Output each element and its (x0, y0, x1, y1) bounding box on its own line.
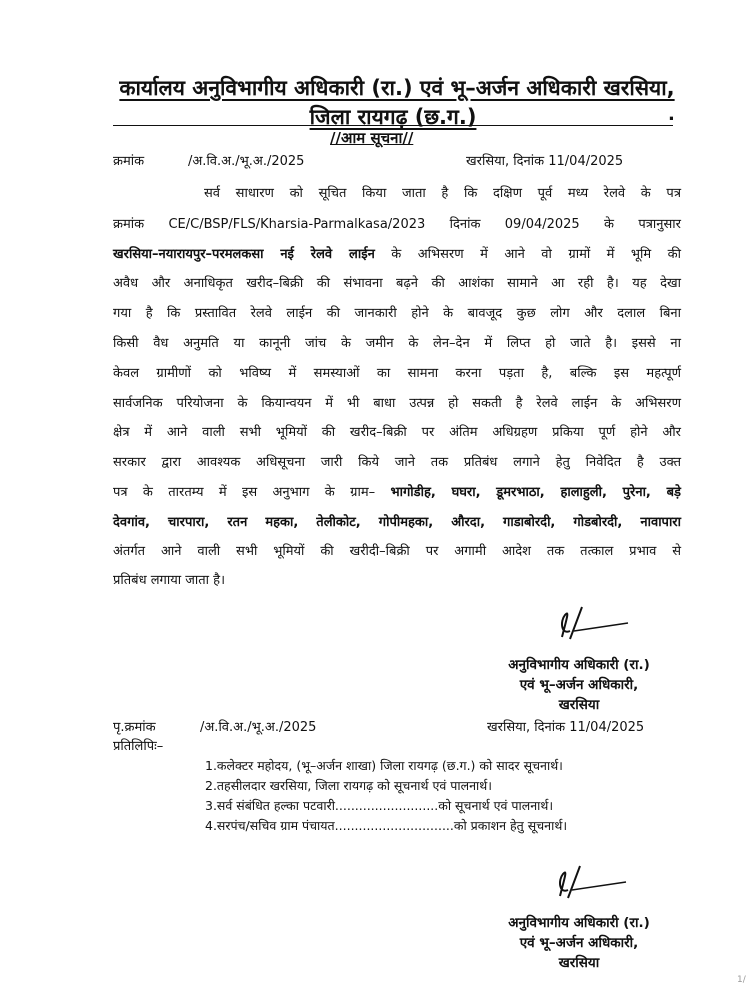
body-line-3 (113, 244, 681, 262)
signatory-title-1: अनुविभागीय अधिकारी (रा.) (508, 657, 650, 673)
signature-block-2 (496, 913, 662, 973)
trailing-dot: . (668, 104, 675, 125)
body-line-7: केवल ग्रामीणों को भविष्य में समस्याओं का सामना करना पड़ता है, बल्कि इस महत्पूर्ण (113, 366, 681, 381)
body-line-4: अवैध और अनाधिकृत खरीद–बिक्री की संभावना बढ़ने की आशंका सामाने आ रही है। यह देखा (113, 276, 681, 291)
title-underline (113, 125, 673, 126)
office-title-line1: कार्यालय अनुविभागीय अधिकारी (रा.) एवं भू–अर्जन अधिकारी खरसिया, (119, 76, 675, 100)
signature-mark-2 (550, 862, 630, 906)
body-line-3-rest: के अभिसरण में आने वो ग्रामों में भूमि की (391, 247, 681, 262)
page-mark: 1/ (737, 975, 746, 985)
ref-number: /अ.वि.अ./भू.अ./2025 (188, 154, 305, 169)
body-line-11-plain: पत्र के तारतम्य में इस अनुभाग के ग्राम– (113, 485, 376, 500)
village-list-part2: देवगांव, चारपारा, रतन महका, तेलीकोट, गोपीमहका, औरदा, गाडाबोरदी, गोडबोरदी, नावापारा (113, 515, 681, 530)
body-line-8: सार्वजनिक परियोजना के कियान्वयन में भी बाधा उत्पन्न हो सकती है रेलवे लाईन के अभिसरण (113, 396, 681, 411)
ref-place-date: खरसिया, दिनांक 11/04/2025 (466, 154, 624, 169)
body-line-10: सरकार द्वारा आवश्यक अधिसूचना जारी किये जाने तक प्रतिबंध लगाने हेतु निवेदित है उक्त (113, 455, 681, 470)
endorsement-label: पृ.क्रमांक (113, 720, 156, 735)
body-line-12 (113, 512, 681, 530)
signatory-designation-1: एवं भू–अर्जन अधिकारी, (519, 677, 639, 693)
village-list-part1: भागोडीह, घघरा, डूमरभाठा, हालाहुली, पुरेना, बड़े (390, 485, 681, 500)
signatory-designation-2: एवं भू–अर्जन अधिकारी, (519, 935, 639, 951)
signatory-title-2: अनुविभागीय अधिकारी (रा.) (508, 915, 650, 931)
railway-line-name: खरसिया–नयारायपुर–परमलकसा नई रेलवे लाईन (113, 247, 375, 262)
signatory-place-1: खरसिया (558, 697, 600, 713)
body-line-13: अंतर्गत आने वाली सभी भूमियों की खरीदी–बिक्री पर अगामी आदेश तक तत्काल प्रभाव से (113, 544, 681, 559)
copy-item: 4.सरपंच/सचिव ग्राम पंचायत..............................को प्रकाशन हेतु सूचनार्थ। (205, 818, 568, 833)
body-line-11 (113, 482, 681, 500)
body-line-5: गया है कि प्रस्तावित रेलवे लाईन की जानकारी होने के बावजूद कुछ लोग और दलाल बिना (113, 306, 681, 321)
ref-label: क्रमांक (113, 154, 145, 169)
signatory-place-2: खरसिया (558, 955, 600, 971)
copy-item: 2.तहसीलदार खरसिया, जिला रायगढ़ को सूचनार्थ एवं पालनार्थ। (205, 778, 493, 793)
copy-to-label: प्रतिलिपिः– (113, 739, 164, 754)
signature-mark-1 (552, 603, 632, 647)
endorsement-number: /अ.वि.अ./भू.अ./2025 (200, 720, 317, 735)
body-line-6: किसी वैध अनुमति या कानूनी जांच के जमीन के लेन–देन में लिप्त हो जाते है। इससे ना (113, 336, 681, 351)
endorsement-place-date: खरसिया, दिनांक 11/04/2025 (487, 720, 645, 735)
signature-block-1 (496, 655, 662, 715)
body-line-9: क्षेत्र में आने वाली सभी भूमियों की खरीद–बिक्री पर अंतिम अधिग्रहण प्रकिया पूर्ण होने और (113, 425, 681, 440)
body-line-1: सर्व साधारण को सूचित किया जाता है कि दक्षिण पूर्व मध्य रेलवे के पत्र (204, 186, 681, 201)
body-line-2: क्रमांक CE/C/BSP/FLS/Kharsia-Parmalkasa/2023 दिनांक 09/04/2025 के पत्रानुसार (113, 217, 681, 232)
notice-title: //आम सूचना// (330, 129, 414, 147)
body-line-14: प्रतिबंध लगाया जाता है। (113, 573, 226, 588)
copy-item: 3.सर्व संबंधित हल्का पटवारी..........................को सूचनार्थ एवं पालनार्थ। (205, 798, 554, 813)
copy-item: 1.कलेक्टर महोदय, (भू–अर्जन शाखा) जिला रायगढ़ (छ.ग.) को सादर सूचनार्थ। (205, 758, 563, 773)
office-title-line2: जिला रायगढ़ (छ.ग.) (309, 105, 477, 129)
